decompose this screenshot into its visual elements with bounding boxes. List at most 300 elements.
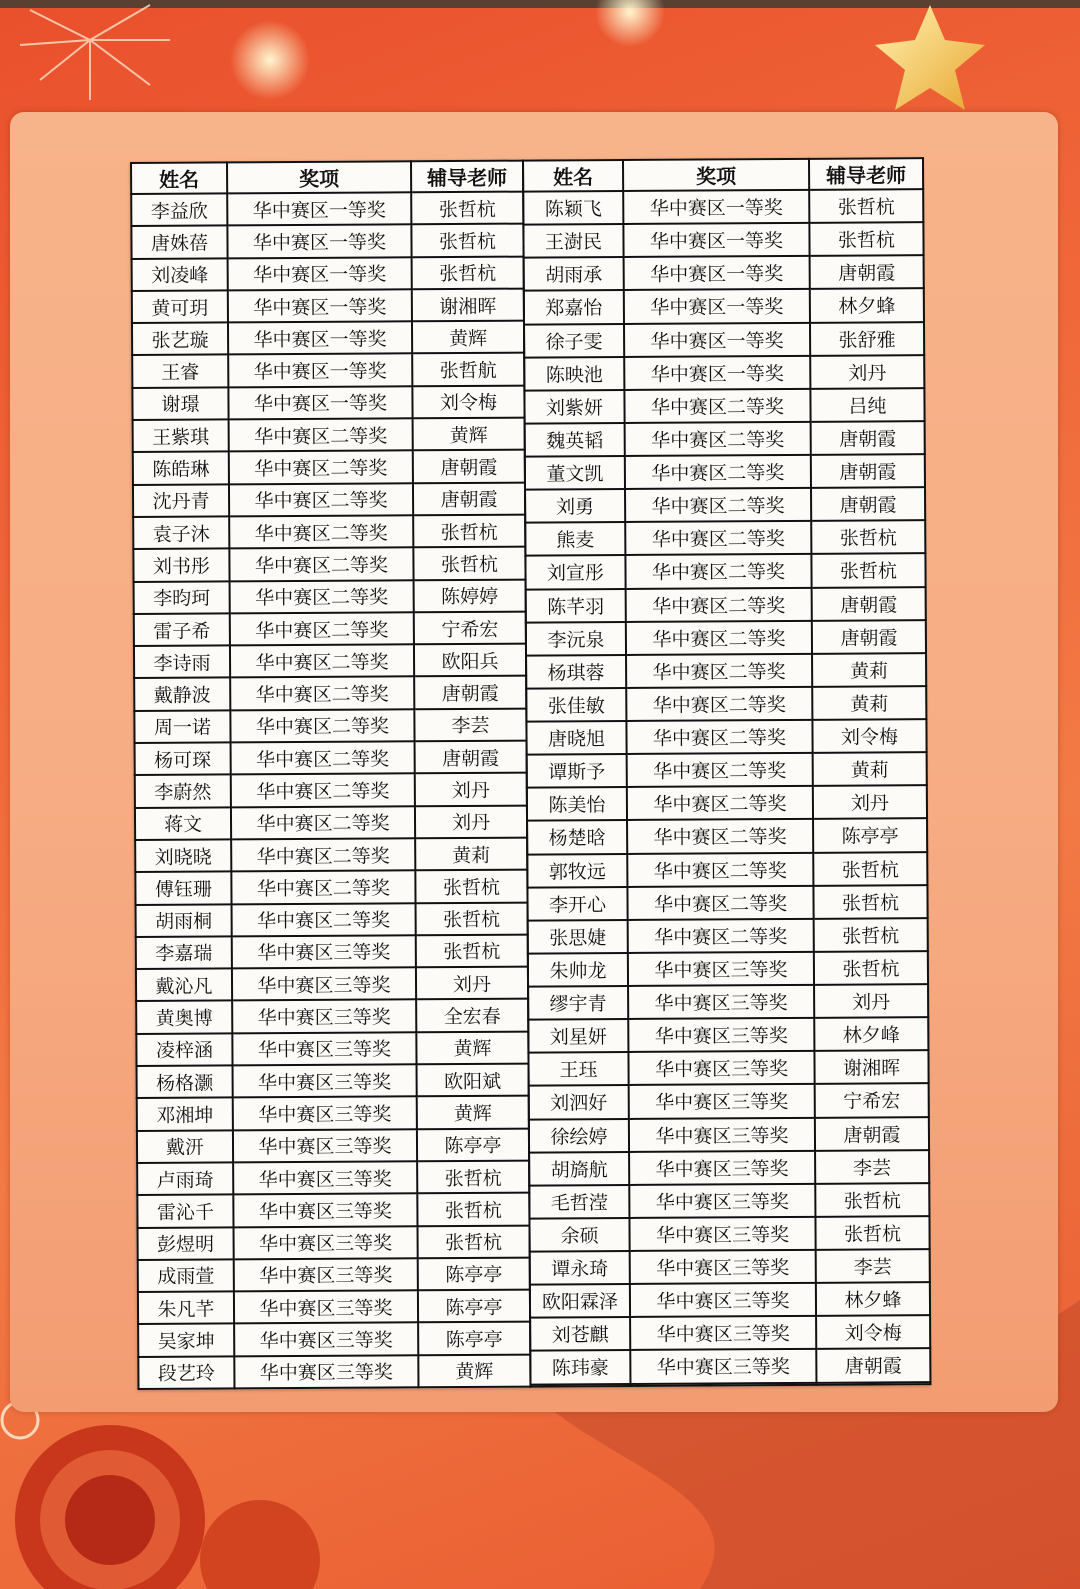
table-row xyxy=(528,918,928,954)
table-row xyxy=(136,902,528,937)
award-cell: 华中赛区二等奖 xyxy=(626,654,812,688)
award-cell: 华中赛区二等奖 xyxy=(231,871,415,904)
table-row xyxy=(133,418,525,453)
table-row xyxy=(132,385,524,420)
student-name-cell: 毛哲滢 xyxy=(529,1185,629,1219)
teacher-cell: 张哲杭 xyxy=(412,256,524,289)
award-cell: 华中赛区一等奖 xyxy=(623,223,809,257)
table-row xyxy=(135,741,527,776)
table-row xyxy=(527,819,927,855)
student-name-cell: 李昀珂 xyxy=(134,581,230,614)
teacher-cell: 张哲杭 xyxy=(416,934,528,967)
teacher-cell: 黄辉 xyxy=(413,418,525,451)
table-row xyxy=(138,1354,530,1389)
student-name-cell: 徐子雯 xyxy=(524,323,624,357)
award-cell: 华中赛区二等奖 xyxy=(626,587,812,621)
award-cell: 华中赛区一等奖 xyxy=(624,322,810,356)
student-name-cell: 谭斯予 xyxy=(527,754,627,788)
award-cell: 华中赛区三等奖 xyxy=(629,1117,815,1151)
award-cell: 华中赛区三等奖 xyxy=(233,1129,417,1162)
table-row xyxy=(527,852,927,888)
teacher-cell: 张哲杭 xyxy=(417,1193,529,1226)
award-cell: 华中赛区三等奖 xyxy=(232,1000,416,1033)
table-row xyxy=(523,189,923,225)
award-cell: 华中赛区一等奖 xyxy=(227,225,411,258)
award-cell: 华中赛区二等奖 xyxy=(625,422,811,456)
teacher-cell: 唐朝霞 xyxy=(414,676,526,709)
award-cell: 华中赛区一等奖 xyxy=(228,289,412,322)
student-name-cell: 王紫琪 xyxy=(133,419,229,452)
student-name-cell: 李嘉瑞 xyxy=(136,936,232,969)
table-row xyxy=(527,752,927,788)
student-name-cell: 陈玮豪 xyxy=(530,1350,630,1384)
table-row xyxy=(138,1322,530,1357)
teacher-cell: 黄辉 xyxy=(416,1031,528,1064)
teacher-cell: 陈婷婷 xyxy=(414,579,526,612)
student-name-cell: 杨可琛 xyxy=(135,742,231,775)
student-name-cell: 刘凌峰 xyxy=(132,258,228,291)
teacher-cell: 李芸 xyxy=(816,1249,930,1283)
student-name-cell: 周一诺 xyxy=(134,710,230,743)
teacher-cell: 全宏春 xyxy=(416,999,528,1032)
award-table-left xyxy=(130,160,529,1390)
table-row xyxy=(530,1349,930,1385)
award-cell: 华中赛区三等奖 xyxy=(233,1064,417,1097)
table-row xyxy=(138,1225,530,1260)
award-cell: 华中赛区二等奖 xyxy=(624,389,810,423)
table-row xyxy=(525,554,925,590)
teacher-cell: 张哲杭 xyxy=(411,224,523,257)
table-row xyxy=(136,967,528,1002)
table-header-row xyxy=(131,161,523,194)
teacher-cell: 张哲杭 xyxy=(416,902,528,935)
teacher-cell: 陈亭亭 xyxy=(418,1322,530,1355)
award-cell: 华中赛区一等奖 xyxy=(624,289,810,323)
award-cell: 华中赛区一等奖 xyxy=(228,257,412,290)
teacher-cell: 黄莉 xyxy=(812,653,926,687)
table-row xyxy=(137,1128,529,1163)
award-cell: 华中赛区二等奖 xyxy=(229,418,413,451)
student-name-cell: 刘紫妍 xyxy=(524,390,624,424)
teacher-cell: 张哲杭 xyxy=(811,520,925,554)
table-row xyxy=(530,1282,930,1318)
table-row xyxy=(132,256,524,291)
teacher-cell: 唐朝霞 xyxy=(810,255,924,289)
student-name-cell: 段艺玲 xyxy=(138,1356,234,1389)
teacher-cell: 刘令梅 xyxy=(812,719,926,753)
table-row xyxy=(529,1117,929,1153)
table-row xyxy=(525,487,925,523)
table-row xyxy=(526,719,926,755)
award-cell: 华中赛区二等奖 xyxy=(229,548,413,581)
table-row xyxy=(529,1150,929,1186)
award-table-right xyxy=(522,157,929,1387)
firework-decoration xyxy=(20,5,170,100)
student-name-cell: 刘晓晓 xyxy=(135,839,231,872)
table-row xyxy=(137,1160,529,1195)
table-row xyxy=(135,838,527,873)
student-name-cell: 唐晓旭 xyxy=(526,721,626,755)
student-name-cell: 谢璟 xyxy=(132,387,228,420)
student-name-cell: 陈美怡 xyxy=(527,787,627,821)
teacher-cell: 欧阳兵 xyxy=(414,644,526,677)
teacher-cell: 刘丹 xyxy=(415,773,527,806)
teacher-cell: 张哲杭 xyxy=(814,918,928,952)
table-row xyxy=(136,999,528,1034)
teacher-cell: 唐朝霞 xyxy=(812,587,926,621)
student-name-cell: 邓湘坤 xyxy=(137,1098,233,1131)
student-name-cell: 黄可玥 xyxy=(132,290,228,323)
table-row xyxy=(133,482,525,517)
student-name-cell: 彭煜明 xyxy=(138,1227,234,1260)
student-name-cell: 王睿 xyxy=(132,355,228,388)
student-name-cell: 熊麦 xyxy=(525,522,625,556)
award-cell: 华中赛区三等奖 xyxy=(628,952,814,986)
award-cell: 华中赛区二等奖 xyxy=(231,741,415,774)
student-name-cell: 戴静波 xyxy=(134,678,230,711)
award-cell: 华中赛区二等奖 xyxy=(627,753,813,787)
teacher-cell: 张哲杭 xyxy=(813,885,927,919)
award-cell: 华中赛区二等奖 xyxy=(627,885,813,919)
table-row xyxy=(524,255,924,291)
award-cell: 华中赛区二等奖 xyxy=(229,483,413,516)
table-row xyxy=(525,421,925,457)
award-cell: 华中赛区三等奖 xyxy=(234,1258,418,1291)
award-cell: 华中赛区三等奖 xyxy=(629,1217,815,1251)
student-name-cell: 王澍民 xyxy=(523,224,623,258)
table-row xyxy=(528,951,928,987)
flower-decoration xyxy=(2,1402,320,1589)
award-cell: 华中赛区三等奖 xyxy=(630,1283,816,1317)
award-cell: 华中赛区二等奖 xyxy=(627,819,813,853)
award-cell: 华中赛区三等奖 xyxy=(234,1226,418,1259)
teacher-cell: 李芸 xyxy=(414,708,526,741)
award-cell: 华中赛区二等奖 xyxy=(230,580,414,613)
table-row xyxy=(136,1031,528,1066)
award-cell: 华中赛区三等奖 xyxy=(630,1349,816,1383)
table-row xyxy=(132,288,524,323)
table-row xyxy=(134,676,526,711)
teacher-cell: 谢湘晖 xyxy=(412,288,524,321)
table-row xyxy=(135,805,527,840)
award-cell: 华中赛区三等奖 xyxy=(233,1193,417,1226)
student-name-cell: 吴家坤 xyxy=(138,1324,234,1357)
teacher-cell: 唐朝霞 xyxy=(812,620,926,654)
table-row xyxy=(524,289,924,325)
award-cell: 华中赛区二等奖 xyxy=(231,806,415,839)
table-row xyxy=(133,450,525,485)
student-name-cell: 杨琪蓉 xyxy=(526,655,626,689)
award-cell: 华中赛区一等奖 xyxy=(228,321,412,354)
teacher-cell: 刘丹 xyxy=(810,355,924,389)
teacher-cell: 刘丹 xyxy=(415,805,527,838)
teacher-cell: 李芸 xyxy=(815,1150,929,1184)
award-cell: 华中赛区三等奖 xyxy=(629,1150,815,1184)
table-row xyxy=(132,321,524,356)
award-cell: 华中赛区二等奖 xyxy=(230,677,414,710)
table-row xyxy=(135,870,527,905)
table-row xyxy=(133,515,525,550)
teacher-cell: 陈亭亭 xyxy=(418,1257,530,1290)
table-row xyxy=(526,620,926,656)
award-cell: 华中赛区三等奖 xyxy=(628,985,814,1019)
table-row xyxy=(131,192,523,227)
award-cell: 华中赛区二等奖 xyxy=(627,786,813,820)
student-name-cell: 李诗雨 xyxy=(134,646,230,679)
award-cell: 华中赛区一等奖 xyxy=(228,354,412,387)
student-name-cell: 张佳敏 xyxy=(526,688,626,722)
teacher-cell: 张哲杭 xyxy=(811,554,925,588)
teacher-cell: 唐朝霞 xyxy=(811,421,925,455)
student-name-cell: 陈颖飞 xyxy=(523,191,623,225)
student-name-cell: 朱凡芊 xyxy=(138,1291,234,1324)
award-cell: 华中赛区三等奖 xyxy=(232,1032,416,1065)
teacher-cell: 唐朝霞 xyxy=(413,482,525,515)
award-cell: 华中赛区三等奖 xyxy=(234,1355,418,1388)
student-name-cell: 李开心 xyxy=(527,887,627,921)
student-name-cell: 郑嘉怡 xyxy=(524,290,624,324)
teacher-cell: 张哲航 xyxy=(412,353,524,386)
teacher-cell: 唐朝霞 xyxy=(413,450,525,483)
award-cell: 华中赛区一等奖 xyxy=(624,256,810,290)
award-cell: 华中赛区二等奖 xyxy=(230,644,414,677)
student-name-cell: 雷子希 xyxy=(134,613,230,646)
table-row xyxy=(136,934,528,969)
award-cell: 华中赛区二等奖 xyxy=(229,515,413,548)
teacher-cell: 陈亭亭 xyxy=(418,1290,530,1323)
student-name-cell: 徐绘婷 xyxy=(529,1118,629,1152)
student-name-cell: 魏英韬 xyxy=(525,423,625,457)
table-row xyxy=(530,1249,930,1285)
student-name-cell: 郭牧远 xyxy=(527,853,627,887)
student-name-cell: 雷沁千 xyxy=(137,1195,233,1228)
award-cell: 华中赛区二等奖 xyxy=(229,451,413,484)
student-name-cell: 戴汧 xyxy=(137,1130,233,1163)
table-row xyxy=(529,1216,929,1252)
award-cell: 华中赛区二等奖 xyxy=(628,919,814,953)
student-name-cell: 凌梓涵 xyxy=(136,1033,232,1066)
student-name-cell: 刘苍麒 xyxy=(530,1317,630,1351)
student-name-cell: 胡旖航 xyxy=(529,1152,629,1186)
award-table xyxy=(522,157,931,1387)
award-cell: 华中赛区二等奖 xyxy=(626,620,812,654)
student-name-cell: 朱帅龙 xyxy=(528,953,628,987)
table-row xyxy=(529,1084,929,1120)
teacher-cell: 黄莉 xyxy=(812,686,926,720)
table-row xyxy=(524,322,924,358)
student-name-cell: 刘书彤 xyxy=(133,549,229,582)
award-cell: 华中赛区二等奖 xyxy=(231,838,415,871)
student-name-cell: 李沅泉 xyxy=(526,622,626,656)
student-name-cell: 陈芊羽 xyxy=(526,588,626,622)
student-name-cell: 胡雨承 xyxy=(524,257,624,291)
student-name-cell: 沈丹青 xyxy=(133,484,229,517)
table-row xyxy=(134,644,526,679)
award-cell: 华中赛区一等奖 xyxy=(623,190,809,224)
award-cell: 华中赛区二等奖 xyxy=(626,687,812,721)
teacher-cell: 张哲杭 xyxy=(415,870,527,903)
teacher-cell: 唐朝霞 xyxy=(811,487,925,521)
student-name-cell: 欧阳霖泽 xyxy=(530,1284,630,1318)
teacher-cell: 黄辉 xyxy=(412,321,524,354)
student-name-cell xyxy=(530,1383,630,1386)
teacher-cell: 刘丹 xyxy=(813,785,927,819)
teacher-cell: 唐朝霞 xyxy=(816,1349,930,1383)
table-row xyxy=(528,984,928,1020)
teacher-cell: 吕纯 xyxy=(810,388,924,422)
teacher-cell: 张哲杭 xyxy=(418,1225,530,1258)
teacher-cell: 欧阳斌 xyxy=(417,1064,529,1097)
award-cell: 华中赛区二等奖 xyxy=(625,488,811,522)
student-name-cell: 谭永琦 xyxy=(530,1251,630,1285)
teacher-cell: 陈亭亭 xyxy=(417,1128,529,1161)
award-cell: 华中赛区二等奖 xyxy=(627,852,813,886)
teacher-cell: 张哲杭 xyxy=(413,515,525,548)
table-row xyxy=(138,1290,530,1325)
table-row xyxy=(138,1257,530,1292)
teacher-cell: 林夕峰 xyxy=(814,1017,928,1051)
award-cell: 华中赛区二等奖 xyxy=(625,554,811,588)
award-cell: 华中赛区一等奖 xyxy=(227,192,411,225)
student-name-cell: 胡雨桐 xyxy=(136,904,232,937)
table-row xyxy=(134,611,526,646)
teacher-cell: 黄辉 xyxy=(418,1354,530,1387)
award-cell: 华中赛区二等奖 xyxy=(231,774,415,807)
award-cell: 华中赛区二等奖 xyxy=(232,903,416,936)
award-cell: 华中赛区三等奖 xyxy=(628,1018,814,1052)
student-name-cell: 蒋文 xyxy=(135,807,231,840)
teacher-cell: 张哲杭 xyxy=(809,189,923,223)
student-name-cell: 李蔚然 xyxy=(135,775,231,808)
student-name-cell: 杨楚晗 xyxy=(527,820,627,854)
student-name-cell: 唐姝蓓 xyxy=(131,226,227,259)
table-row xyxy=(133,547,525,582)
award-cell: 华中赛区二等奖 xyxy=(625,455,811,489)
teacher-cell: 张哲杭 xyxy=(411,192,523,225)
award-cell: 华中赛区二等奖 xyxy=(230,709,414,742)
award-cell: 华中赛区三等奖 xyxy=(630,1250,816,1284)
teacher-cell: 刘令梅 xyxy=(412,385,524,418)
header-award: 奖项 xyxy=(623,159,809,191)
student-name-cell: 卢雨琦 xyxy=(137,1162,233,1195)
table-row xyxy=(526,653,926,689)
teacher-cell: 张哲杭 xyxy=(813,852,927,886)
student-name-cell: 刘宣彤 xyxy=(525,555,625,589)
table-row xyxy=(132,353,524,388)
table-row xyxy=(530,1315,930,1351)
award-cell: 华中赛区三等奖 xyxy=(234,1290,418,1323)
table-row xyxy=(524,388,924,424)
table-row xyxy=(528,1017,928,1053)
table-row xyxy=(526,587,926,623)
award-cell: 华中赛区三等奖 xyxy=(629,1084,815,1118)
award-cell: 华中赛区二等奖 xyxy=(230,612,414,645)
award-cell: 华中赛区一等奖 xyxy=(624,355,810,389)
teacher-cell: 林夕蜂 xyxy=(810,289,924,323)
table-row xyxy=(526,686,926,722)
award-cell: 华中赛区三等奖 xyxy=(232,935,416,968)
table-row xyxy=(135,773,527,808)
student-name-cell: 陈皓琳 xyxy=(133,452,229,485)
student-name-cell: 杨格灏 xyxy=(137,1065,233,1098)
teacher-cell: 宁希宏 xyxy=(414,611,526,644)
header-award: 奖项 xyxy=(227,161,411,193)
award-cell: 华中赛区三等奖 xyxy=(234,1323,418,1356)
table-row xyxy=(524,355,924,391)
teacher-cell: 张哲杭 xyxy=(815,1216,929,1250)
student-name-cell: 傅钰珊 xyxy=(135,872,231,905)
award-cell: 华中赛区二等奖 xyxy=(626,720,812,754)
award-cell: 华中赛区三等奖 xyxy=(233,1161,417,1194)
teacher-cell: 张哲杭 xyxy=(815,1183,929,1217)
teacher-cell: 陈亭亭 xyxy=(813,819,927,853)
student-name-cell: 刘星妍 xyxy=(528,1019,628,1053)
table-row xyxy=(529,1183,929,1219)
header-teacher: 辅导老师 xyxy=(809,158,923,190)
student-name-cell: 张艺璇 xyxy=(132,323,228,356)
award-cell: 华中赛区三等奖 xyxy=(232,967,416,1000)
teacher-cell: 张哲杭 xyxy=(814,951,928,985)
teacher-cell: 张哲杭 xyxy=(417,1160,529,1193)
table-row xyxy=(523,222,923,258)
student-name-cell: 王珏 xyxy=(528,1052,628,1086)
student-name-cell: 戴沁凡 xyxy=(136,969,232,1002)
student-name-cell: 张思婕 xyxy=(528,920,628,954)
header-teacher: 辅导老师 xyxy=(411,161,523,193)
table-row xyxy=(137,1096,529,1131)
student-name-cell: 刘泗好 xyxy=(529,1085,629,1119)
award-cell: 华中赛区三等奖 xyxy=(629,1184,815,1218)
teacher-cell: 张哲杭 xyxy=(809,222,923,256)
award-list-sheet xyxy=(130,157,929,1390)
award-cell: 华中赛区三等奖 xyxy=(628,1051,814,1085)
table-row xyxy=(527,885,927,921)
award-cell xyxy=(630,1382,816,1386)
table-row xyxy=(137,1064,529,1099)
student-name-cell: 袁子沐 xyxy=(133,516,229,549)
teacher-cell: 刘丹 xyxy=(814,984,928,1018)
header-name: 姓名 xyxy=(523,160,623,192)
student-name-cell: 刘勇 xyxy=(525,489,625,523)
teacher-cell: 刘丹 xyxy=(416,967,528,1000)
award-table xyxy=(130,160,531,1390)
header-name: 姓名 xyxy=(131,162,227,194)
award-cell: 华中赛区三等奖 xyxy=(233,1097,417,1130)
teacher-cell: 张哲杭 xyxy=(413,547,525,580)
student-name-cell: 成雨萱 xyxy=(138,1259,234,1292)
table-row xyxy=(528,1050,928,1086)
teacher-cell: 唐朝霞 xyxy=(815,1117,929,1151)
award-cell: 华中赛区二等奖 xyxy=(625,521,811,555)
student-name-cell: 陈映池 xyxy=(524,357,624,391)
award-cell: 华中赛区三等奖 xyxy=(630,1316,816,1350)
teacher-cell: 唐朝霞 xyxy=(415,741,527,774)
table-header-row xyxy=(523,158,923,191)
table-row xyxy=(137,1193,529,1228)
teacher-cell: 张舒雅 xyxy=(810,322,924,356)
table-row xyxy=(134,579,526,614)
student-name-cell: 缪宇青 xyxy=(528,986,628,1020)
teacher-cell: 宁希宏 xyxy=(815,1084,929,1118)
teacher-cell: 谢湘晖 xyxy=(814,1050,928,1084)
teacher-cell: 黄辉 xyxy=(417,1096,529,1129)
teacher-cell: 刘令梅 xyxy=(816,1315,930,1349)
student-name-cell: 董文凯 xyxy=(525,456,625,490)
teacher-cell: 林夕蜂 xyxy=(816,1282,930,1316)
table-row xyxy=(525,520,925,556)
table-row xyxy=(134,708,526,743)
student-name-cell: 李益欣 xyxy=(131,193,227,226)
